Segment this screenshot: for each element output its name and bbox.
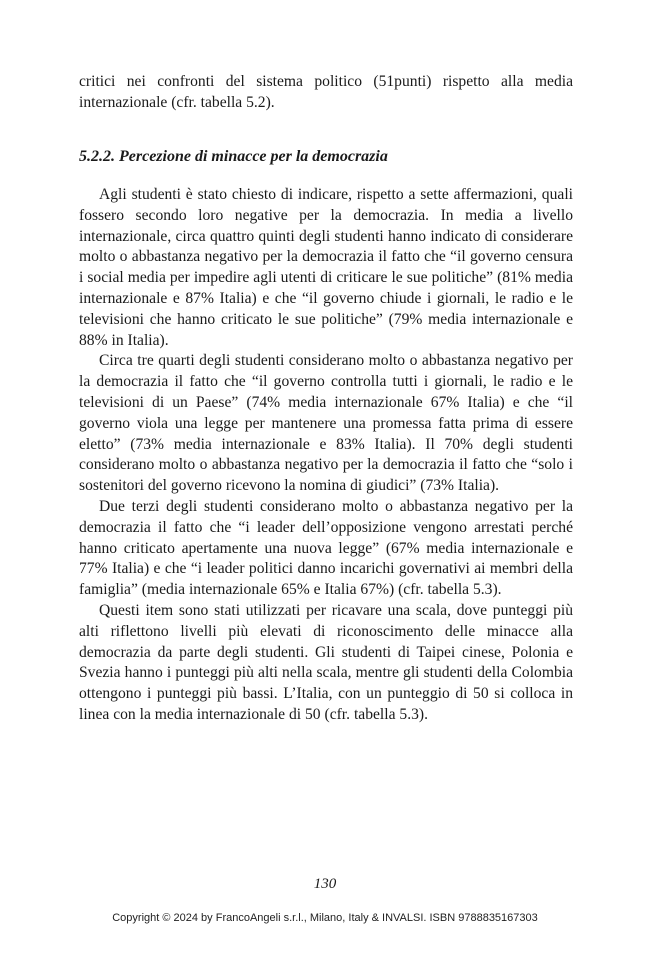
copyright-notice: Copyright © 2024 by FrancoAngeli s.r.l., Milano, Italy & INVALSI. ISBN 9788835167303 <box>112 912 538 924</box>
body-paragraph-1: Agli studenti è stato chiesto di indicare, rispetto a sette affermazioni, quali fossero secondo loro negative per la democrazia. In media a livello internazionale, circa quattro quinti degli studenti hanno indicato di considerare molto o abbastanza negativo per la democrazia il fatto che “il governo censura i social media per impedire agli utenti di criticare le sue politiche” (81% media internazionale e 87% Italia) e che “il governo chiude i giornali, le radio e le televisioni che hanno criticato le sue politiche” (79% media internazionale e 88% in Italia). <box>79 186 573 349</box>
body-text <box>79 185 573 726</box>
body-paragraph-4: Questi item sono stati utilizzati per ricavare una scala, dove punteggi più alti riflettono livelli più elevati di riconoscimento delle minacce alla democrazia da parte degli studenti. Gli studenti di Taipei cinese, Polonia e Svezia hanno i punteggi più alti nella scala, mentre gli studenti della Colombia ottengono i punteggi più bassi. L’Italia, con un punteggio di 50 si colloca in linea con la media internazionale di 50 (cfr. tabella 5.3). <box>79 601 573 723</box>
intro-paragraph-block <box>79 72 573 114</box>
section-number: 5.2.2. <box>79 148 115 165</box>
section-heading <box>79 148 388 166</box>
page-number: 130 <box>313 876 337 892</box>
section-title: Percezione di minacce per la democrazia <box>119 148 388 165</box>
intro-paragraph: critici nei confronti del sistema politico (51punti) rispetto alla media internazionale (cfr. tabella 5.2). <box>79 73 573 111</box>
body-paragraph-3: Due terzi degli studenti considerano molto o abbastanza negativo per la democrazia il fatto che “i leader dell’opposizione vengono arrestati perché hanno criticato apertamente una nuova legge” (67% media internazionale e 77% Italia) e che “i leader politici danno incarichi governativi ai membri della famiglia” (media internazionale 65% e Italia 67%) (cfr. tabella 5.3). <box>79 497 573 599</box>
body-paragraph-2: Circa tre quarti degli studenti considerano molto o abbastanza negativo per la democrazia il fatto che “il governo controlla tutti i giornali, le radio e le televisioni di un Paese” (74% media internazionale 67% Italia) e che “il governo viola una legge per mantenere una promessa fatta prima di essere eletto” (73% media internazionale e 83% Italia). Il 70% degli studenti considerano molto o abbastanza negativo per la democrazia il fatto che “solo i sostenitori del governo ricevono la nomina di giudici” (73% Italia). <box>79 352 573 495</box>
